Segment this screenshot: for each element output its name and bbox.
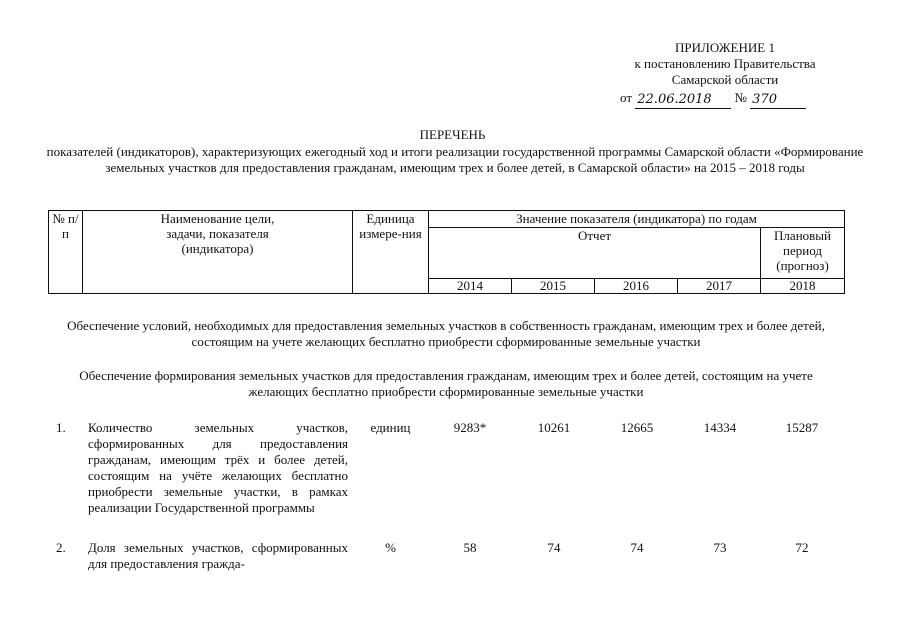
document-title: ПЕРЕЧЕНЬ xyxy=(419,127,486,142)
header-name: Наименование цели, задачи, показателя (индикатора) xyxy=(83,211,353,294)
row-2-unit: % xyxy=(385,540,396,555)
header-year-2014: 2014 xyxy=(429,279,512,294)
row-1-unit: единиц xyxy=(370,420,411,435)
row-1-value-2014: 9283* xyxy=(453,420,487,435)
header-plan: Плановый период (прогноз) xyxy=(761,228,845,279)
document-subtitle: показателей (индикаторов), характеризующих ежегодный ход и итоги реализации государственной программы Самарской области «Формирование земельных участков для предоставления гражданам, имеющим трех и более детей, в Самарской области» на 2015 – 2018 годы xyxy=(46,144,864,175)
row-1-value-2018: 15287 xyxy=(785,420,819,435)
header-num: № п/п xyxy=(49,211,83,294)
row-2-value-2017: 73 xyxy=(713,540,727,555)
annex-line-2: Самарской области xyxy=(671,72,779,87)
row-1-name: Количество земельных участков, сформированных для предоставления гражданам, имеющим трёх и более детей, состоящим на учёте желающих бесплатно приобрести земельные участки, в рамках реализации Государственной программы xyxy=(88,420,348,515)
header-year-2016: 2016 xyxy=(595,279,678,294)
header-values: Значение показателя (индикатора) по годам xyxy=(429,211,845,228)
handwritten-date: 22.06.2018 xyxy=(635,92,731,109)
task-heading: Обеспечение формирования земельных участков для предоставления гражданам, имеющим трех и более детей, состоящим на учете желающих бесплатно приобрести сформированные земельные участки xyxy=(79,368,813,399)
row-2-value-2016: 74 xyxy=(630,540,644,555)
goal-heading: Обеспечение условий, необходимых для предоставления земельных участков в собственность гражданам, имеющим трех и более детей, состоящим на учете желающих бесплатно приобрести сформированные земельные участки xyxy=(67,318,825,349)
row-2-value-2015: 74 xyxy=(547,540,561,555)
decree-line xyxy=(620,90,860,108)
date-prefix: от xyxy=(620,90,633,105)
row-1-value-2016: 12665 xyxy=(620,420,654,435)
header-year-2017: 2017 xyxy=(678,279,761,294)
row-2-num: 2. xyxy=(56,540,66,555)
row-2-value-2014: 58 xyxy=(463,540,477,555)
handwritten-number: 370 xyxy=(750,92,806,109)
row-1-value-2015: 10261 xyxy=(537,420,571,435)
header-report: Отчет xyxy=(429,228,761,279)
header-year-2018: 2018 xyxy=(761,279,845,294)
annex-block xyxy=(600,40,850,88)
number-prefix: № xyxy=(734,90,747,105)
header-year-2015: 2015 xyxy=(512,279,595,294)
header-unit: Единица измере-ния xyxy=(353,211,429,294)
row-1-num: 1. xyxy=(56,420,66,435)
annex-line-1: к постановлению Правительства xyxy=(634,56,816,71)
row-2-name: Доля земельных участков, сформированных для предоставления гражда- xyxy=(88,540,348,571)
annex-title: ПРИЛОЖЕНИЕ 1 xyxy=(675,40,775,55)
row-1-value-2017: 14334 xyxy=(703,420,737,435)
row-2-value-2018: 72 xyxy=(795,540,809,555)
indicator-table-header xyxy=(48,210,845,294)
